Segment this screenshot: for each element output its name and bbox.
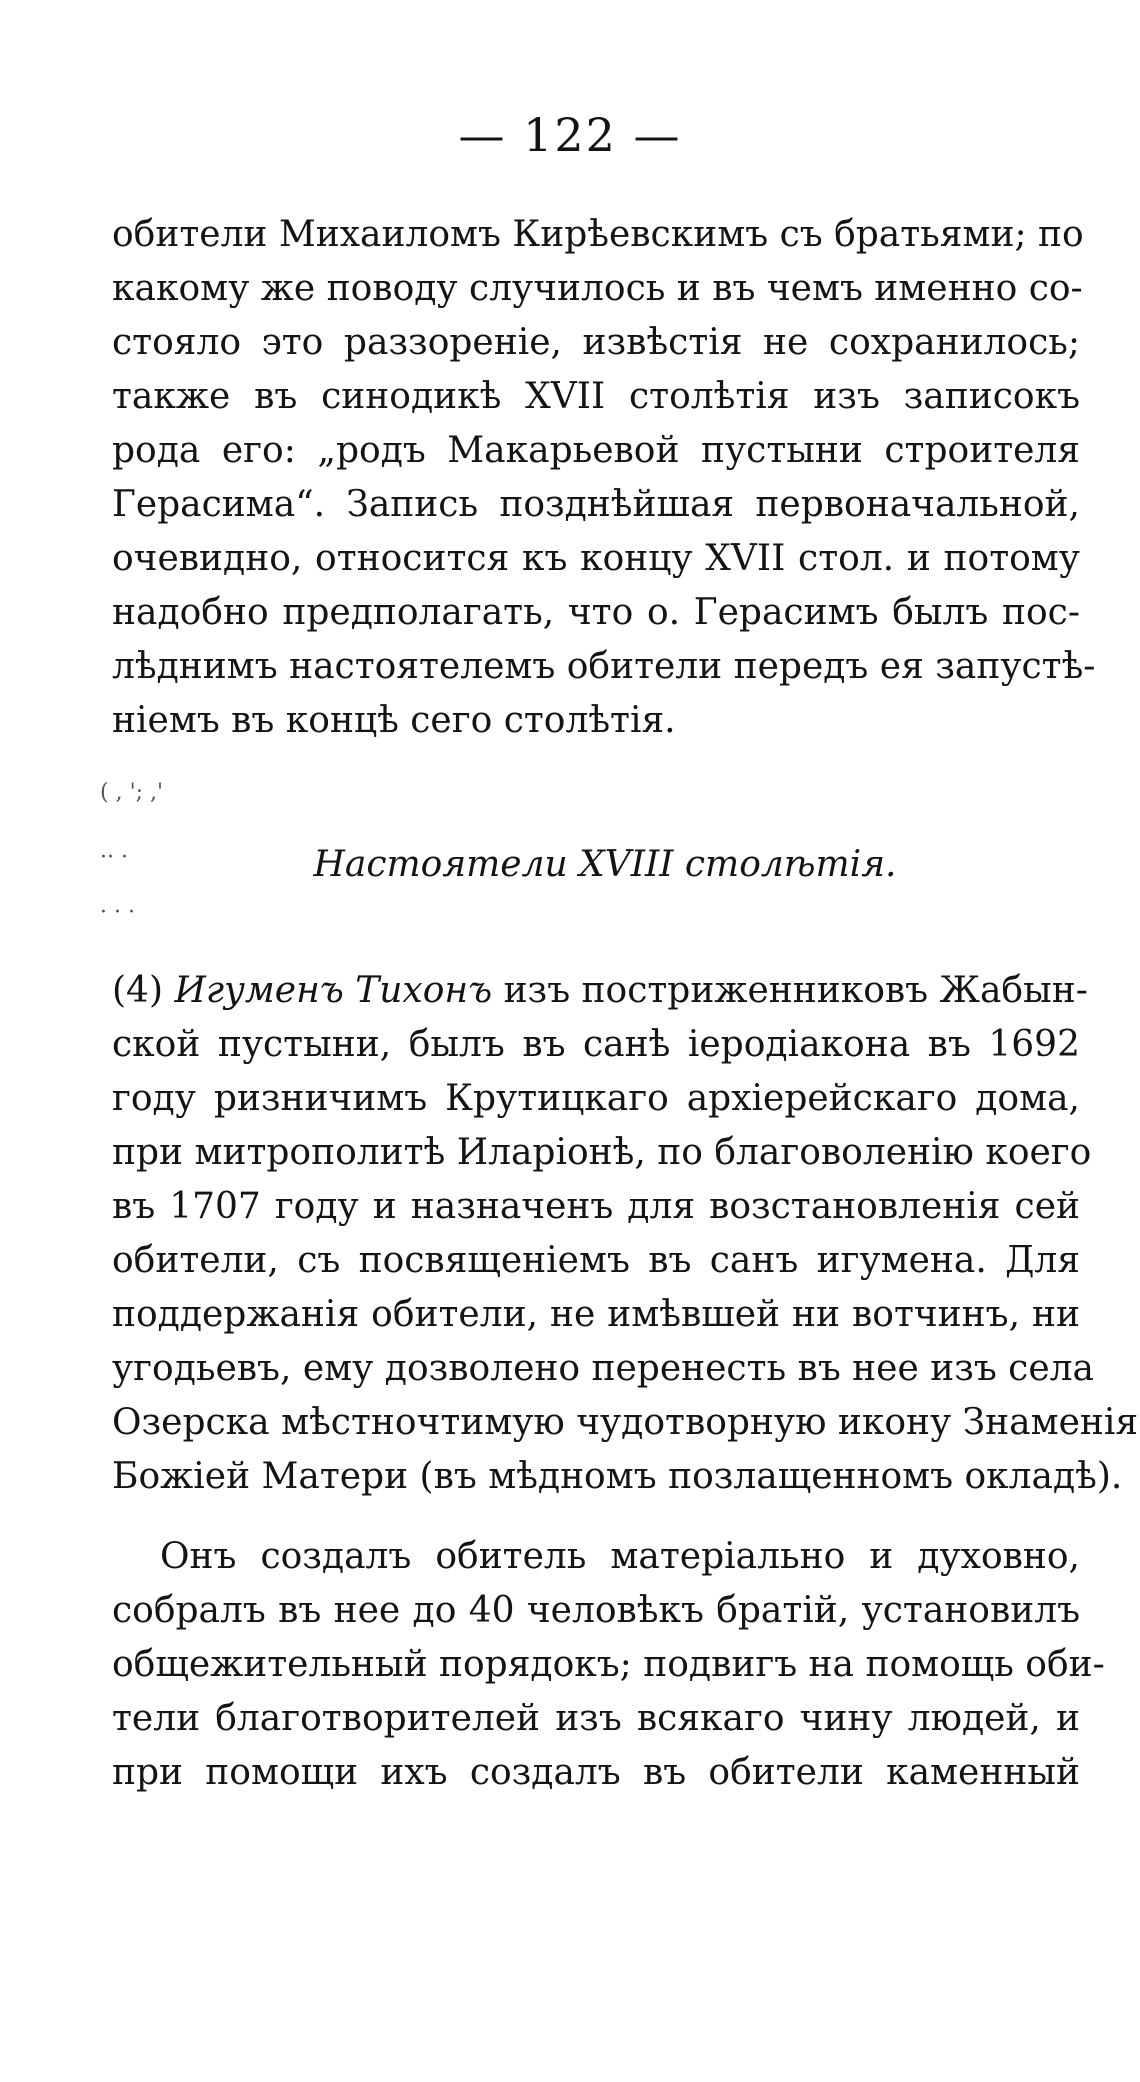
text-line: при митрополитѣ Иларіонѣ, по благоволенію коего (112, 1132, 1092, 1173)
entry-number: (4) (112, 970, 163, 1011)
text-line: году ризничимъ Крутицкаго архіерейскаго дома, (112, 1078, 1080, 1119)
text-line: Озерска мѣстночтимую чудотворную икону Знаменія (112, 1402, 1139, 1443)
text-line: лѣднимъ настоятелемъ обители передъ ея запустѣ- (112, 646, 1096, 687)
text-line: Герасима“. Запись позднѣйшая первоначальной, (112, 484, 1080, 525)
text-line: ской пустыни, былъ въ санѣ іеродіакона въ 1692 (112, 1024, 1080, 1065)
text-line: стояло это раззореніе, извѣстія не сохранилось; (112, 322, 1080, 363)
entry-title: Игуменъ Тихонъ (174, 970, 493, 1011)
text-line: очевидно, относится къ концу XVII стол. и потому (112, 538, 1080, 579)
stray-mark: ·· · (100, 845, 128, 870)
text-line: тели благотворителей изъ всякаго чину людей, и (112, 1698, 1080, 1739)
page-number: — 122 — (458, 108, 682, 162)
text-line: собралъ въ нее до 40 человѣкъ братій, установилъ (112, 1590, 1080, 1631)
section-heading: Настоятели XVIII столѣтія. (313, 844, 897, 885)
entry-first-line (0, 964, 1140, 1018)
text-line: какому же поводу случилось и въ чемъ именно со- (112, 268, 1083, 309)
text-line: ніемъ въ концѣ сего столѣтія. (112, 700, 676, 741)
text-line: общежительный порядокъ; подвигъ на помощь оби- (112, 1644, 1105, 1685)
text-line: Онъ создалъ обитель матеріально и духовно, (160, 1536, 1080, 1577)
stray-mark: ( , '; ,' (100, 780, 164, 805)
text-line: рода его: „родъ Макарьевой пустыни строителя (112, 430, 1080, 471)
text-line: обители, съ посвященіемъ въ санъ игумена. Для (112, 1240, 1080, 1281)
text-line: надобно предполагать, что о. Герасимъ былъ пос- (112, 592, 1080, 633)
text-line: при помощи ихъ создалъ въ обители каменный (112, 1752, 1080, 1793)
text-line: также въ синодикѣ XVII столѣтія изъ записокъ (112, 376, 1080, 417)
text-line: въ 1707 году и назначенъ для возстановленія сей (112, 1186, 1080, 1227)
text-line: поддержанія обители, не имѣвшей ни вотчинъ, ни (112, 1294, 1080, 1335)
entry-first-line-text: изъ постриженниковъ Жабын- (503, 970, 1088, 1011)
text-line: угодьевъ, ему дозволено перенесть въ нее изъ села (112, 1348, 1094, 1389)
text-line: обители Михаиломъ Кирѣевскимъ съ братьями; по (112, 214, 1084, 255)
text-line: Божіей Матери (въ мѣдномъ позлащенномъ окладѣ). (112, 1456, 1123, 1497)
stray-mark: · · · (100, 900, 135, 925)
